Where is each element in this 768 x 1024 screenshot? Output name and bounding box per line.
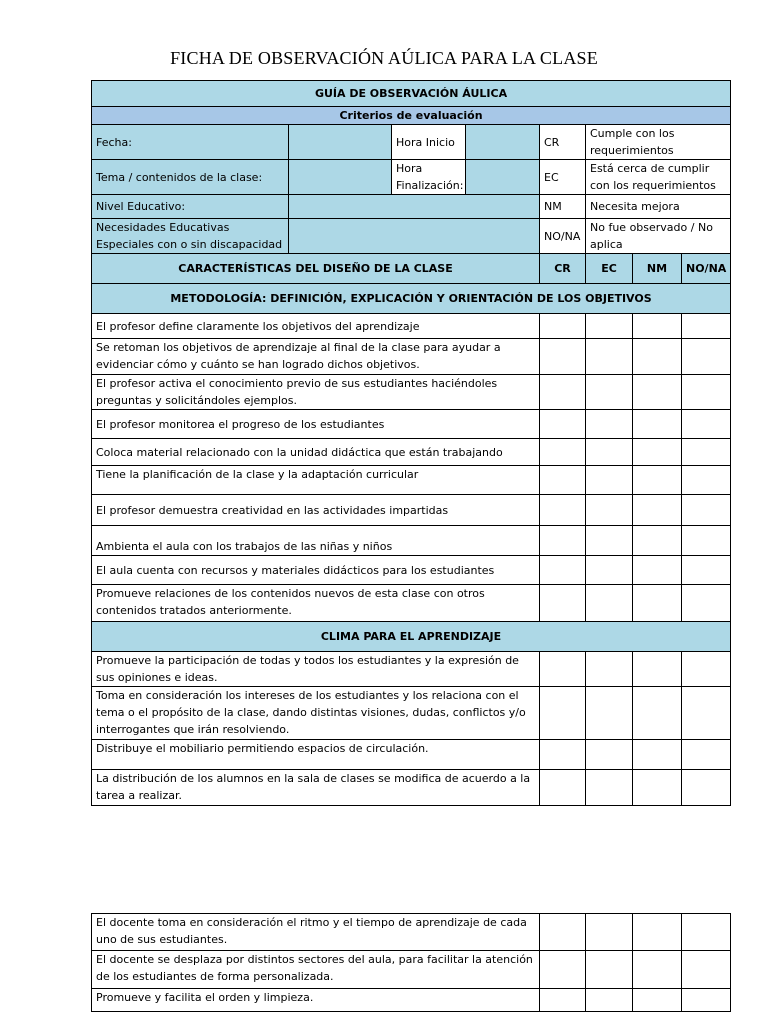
table-row — [92, 410, 731, 439]
nivel-label: Nivel Educativo: — [92, 195, 289, 219]
rating-cell-cr[interactable] — [540, 314, 586, 339]
criterion-text: El docente se desplaza por distintos sectores del aula, para facilitar la atención de los estudiantes de forma personalizada. — [92, 951, 540, 989]
rating-cell-ec[interactable] — [586, 375, 633, 410]
legend-desc-cr: Cumple con los requerimientos — [586, 125, 731, 160]
rating-cell-ec[interactable] — [586, 951, 633, 989]
rating-cell-nona[interactable] — [682, 770, 731, 806]
rating-cell-nm[interactable] — [633, 652, 682, 687]
observation-table — [91, 80, 731, 806]
rating-cell-nm[interactable] — [633, 439, 682, 466]
table-row — [92, 652, 731, 687]
legend-code-nona: NO/NA — [540, 219, 586, 254]
legend-code-cr: CR — [540, 125, 586, 160]
col-header-nm: NM — [633, 254, 682, 284]
section-clima-header: CLIMA PARA EL APRENDIZAJE — [92, 622, 731, 652]
fecha-field[interactable] — [289, 125, 392, 160]
fecha-label: Fecha: — [92, 125, 289, 160]
rating-cell-nm[interactable] — [633, 914, 682, 951]
rating-cell-cr[interactable] — [540, 495, 586, 526]
table-row — [92, 339, 731, 375]
table-row — [92, 314, 731, 339]
tema-field[interactable] — [289, 160, 392, 195]
rating-cell-nona[interactable] — [682, 410, 731, 439]
rating-cell-ec[interactable] — [586, 687, 633, 740]
rating-cell-nm[interactable] — [633, 314, 682, 339]
rating-cell-nona[interactable] — [682, 585, 731, 622]
col-header-nona: NO/NA — [682, 254, 731, 284]
criterion-text: El profesor activa el conocimiento previo de sus estudiantes haciéndoles preguntas y solicitándoles ejemplos. — [92, 375, 540, 410]
table-row — [92, 375, 731, 410]
criterion-text: Promueve y facilita el orden y limpieza. — [92, 989, 540, 1012]
guia-header: GUÍA DE OBSERVACIÓN ÁULICA — [92, 81, 731, 107]
hora-fin-label: Hora Finalización: — [392, 160, 466, 195]
rating-cell-ec[interactable] — [586, 914, 633, 951]
table-row — [92, 556, 731, 585]
rating-cell-ec[interactable] — [586, 526, 633, 556]
rating-cell-ec[interactable] — [586, 989, 633, 1012]
criterion-text: El profesor demuestra creatividad en las actividades impartidas — [92, 495, 540, 526]
rating-cell-nona[interactable] — [682, 439, 731, 466]
rating-cell-nm[interactable] — [633, 375, 682, 410]
rating-cell-cr[interactable] — [540, 556, 586, 585]
rating-cell-cr[interactable] — [540, 339, 586, 375]
rating-cell-nona[interactable] — [682, 740, 731, 770]
rating-cell-ec[interactable] — [586, 770, 633, 806]
criterion-text: Ambienta el aula con los trabajos de las niñas y niños — [92, 526, 540, 556]
rating-cell-ec[interactable] — [586, 314, 633, 339]
table-row — [92, 585, 731, 622]
table-row — [92, 526, 731, 556]
rating-cell-nm[interactable] — [633, 770, 682, 806]
rating-cell-nona[interactable] — [682, 556, 731, 585]
tema-label: Tema / contenidos de la clase: — [92, 160, 289, 195]
rating-cell-cr[interactable] — [540, 740, 586, 770]
criterion-text: El aula cuenta con recursos y materiales didácticos para los estudiantes — [92, 556, 540, 585]
section-metodologia-header: METODOLOGÍA: DEFINICIÓN, EXPLICACIÓN Y ORIENTACIÓN DE LOS OBJETIVOS — [92, 284, 731, 314]
criterion-text: El profesor monitorea el progreso de los estudiantes — [92, 410, 540, 439]
rating-cell-nm[interactable] — [633, 495, 682, 526]
rating-cell-nm[interactable] — [633, 466, 682, 495]
nee-label: Necesidades Educativas Especiales con o sin discapacidad — [92, 219, 289, 254]
rating-cell-nona[interactable] — [682, 914, 731, 951]
rating-cell-nona[interactable] — [682, 339, 731, 375]
rating-cell-nm[interactable] — [633, 556, 682, 585]
rating-cell-cr[interactable] — [540, 466, 586, 495]
rating-cell-ec[interactable] — [586, 339, 633, 375]
criterion-text: Promueve la participación de todas y todos los estudiantes y la expresión de sus opiniones e ideas. — [92, 652, 540, 687]
rating-cell-nm[interactable] — [633, 740, 682, 770]
criterion-text: Distribuye el mobiliario permitiendo espacios de circulación. — [92, 740, 540, 770]
rating-cell-nm[interactable] — [633, 410, 682, 439]
hora-inicio-label: Hora Inicio — [392, 125, 466, 160]
legend-desc-nona: No fue observado / No aplica — [586, 219, 731, 254]
hora-fin-field[interactable] — [466, 160, 540, 195]
table-row — [92, 770, 731, 806]
rating-cell-nona[interactable] — [682, 526, 731, 556]
table-row — [92, 914, 731, 951]
rating-cell-nona[interactable] — [682, 687, 731, 740]
rating-cell-ec[interactable] — [586, 652, 633, 687]
legend-desc-ec: Está cerca de cumplir con los requerimientos — [586, 160, 731, 195]
table-row — [92, 439, 731, 466]
criterion-text: El profesor define claramente los objetivos del aprendizaje — [92, 314, 540, 339]
rating-cell-nm[interactable] — [633, 989, 682, 1012]
rating-cell-cr[interactable] — [540, 687, 586, 740]
hora-inicio-field[interactable] — [466, 125, 540, 160]
criterion-text: El docente toma en consideración el ritmo y el tiempo de aprendizaje de cada uno de sus estudiantes. — [92, 914, 540, 951]
rating-cell-ec[interactable] — [586, 410, 633, 439]
rating-cell-cr[interactable] — [540, 770, 586, 806]
rating-cell-ec[interactable] — [586, 556, 633, 585]
rating-cell-ec[interactable] — [586, 495, 633, 526]
rating-cell-nm[interactable] — [633, 951, 682, 989]
rating-cell-ec[interactable] — [586, 585, 633, 622]
caracteristicas-header: CARACTERÍSTICAS DEL DISEÑO DE LA CLASE — [92, 254, 540, 284]
rating-cell-cr[interactable] — [540, 410, 586, 439]
rating-cell-nm[interactable] — [633, 526, 682, 556]
rating-cell-cr[interactable] — [540, 951, 586, 989]
table-row — [92, 687, 731, 740]
col-header-ec: EC — [586, 254, 633, 284]
observation-table-continued — [91, 913, 731, 1012]
table-row — [92, 495, 731, 526]
legend-code-nm: NM — [540, 195, 586, 219]
rating-cell-nm[interactable] — [633, 339, 682, 375]
col-header-cr: CR — [540, 254, 586, 284]
criterion-text: Promueve relaciones de los contenidos nuevos de esta clase con otros contenidos tratados anteriormente. — [92, 585, 540, 622]
table-row — [92, 740, 731, 770]
rating-cell-cr[interactable] — [540, 526, 586, 556]
rating-cell-cr[interactable] — [540, 652, 586, 687]
rating-cell-nona[interactable] — [682, 989, 731, 1012]
criterion-text: Toma en consideración los intereses de los estudiantes y los relaciona con el tema o el propósito de la clase, dando distintas visiones, dudas, conflictos y/o interrogantes que irán resolviendo. — [92, 687, 540, 740]
rating-cell-cr[interactable] — [540, 914, 586, 951]
rating-cell-nm[interactable] — [633, 687, 682, 740]
rating-cell-nona[interactable] — [682, 495, 731, 526]
criterion-text: Coloca material relacionado con la unidad didáctica que están trabajando — [92, 439, 540, 466]
rating-cell-nona[interactable] — [682, 652, 731, 687]
rating-cell-ec[interactable] — [586, 439, 633, 466]
rating-cell-cr[interactable] — [540, 585, 586, 622]
rating-cell-nona[interactable] — [682, 314, 731, 339]
rating-cell-nm[interactable] — [633, 585, 682, 622]
criterion-text: Se retoman los objetivos de aprendizaje al final de la clase para ayudar a evidenciar cómo y cuánto se han logrado dichos objetivos. — [92, 339, 540, 375]
rating-cell-cr[interactable] — [540, 375, 586, 410]
rating-cell-nona[interactable] — [682, 375, 731, 410]
table-row — [92, 989, 731, 1012]
rating-cell-ec[interactable] — [586, 740, 633, 770]
criterios-header: Criterios de evaluación — [92, 107, 731, 125]
rating-cell-ec[interactable] — [586, 466, 633, 495]
legend-code-ec: EC — [540, 160, 586, 195]
legend-desc-nm: Necesita mejora — [586, 195, 731, 219]
rating-cell-nona[interactable] — [682, 951, 731, 989]
nee-field[interactable] — [289, 219, 540, 254]
rating-cell-cr[interactable] — [540, 989, 586, 1012]
nivel-field[interactable] — [289, 195, 540, 219]
page-title: FICHA DE OBSERVACIÓN AÚLICA PARA LA CLASE — [170, 48, 598, 68]
table-row — [92, 466, 731, 495]
criterion-text: La distribución de los alumnos en la sala de clases se modifica de acuerdo a la tarea a realizar. — [92, 770, 540, 806]
rating-cell-cr[interactable] — [540, 439, 586, 466]
rating-cell-nona[interactable] — [682, 466, 731, 495]
criterion-text: Tiene la planificación de la clase y la adaptación curricular — [92, 466, 540, 495]
table-row — [92, 951, 731, 989]
